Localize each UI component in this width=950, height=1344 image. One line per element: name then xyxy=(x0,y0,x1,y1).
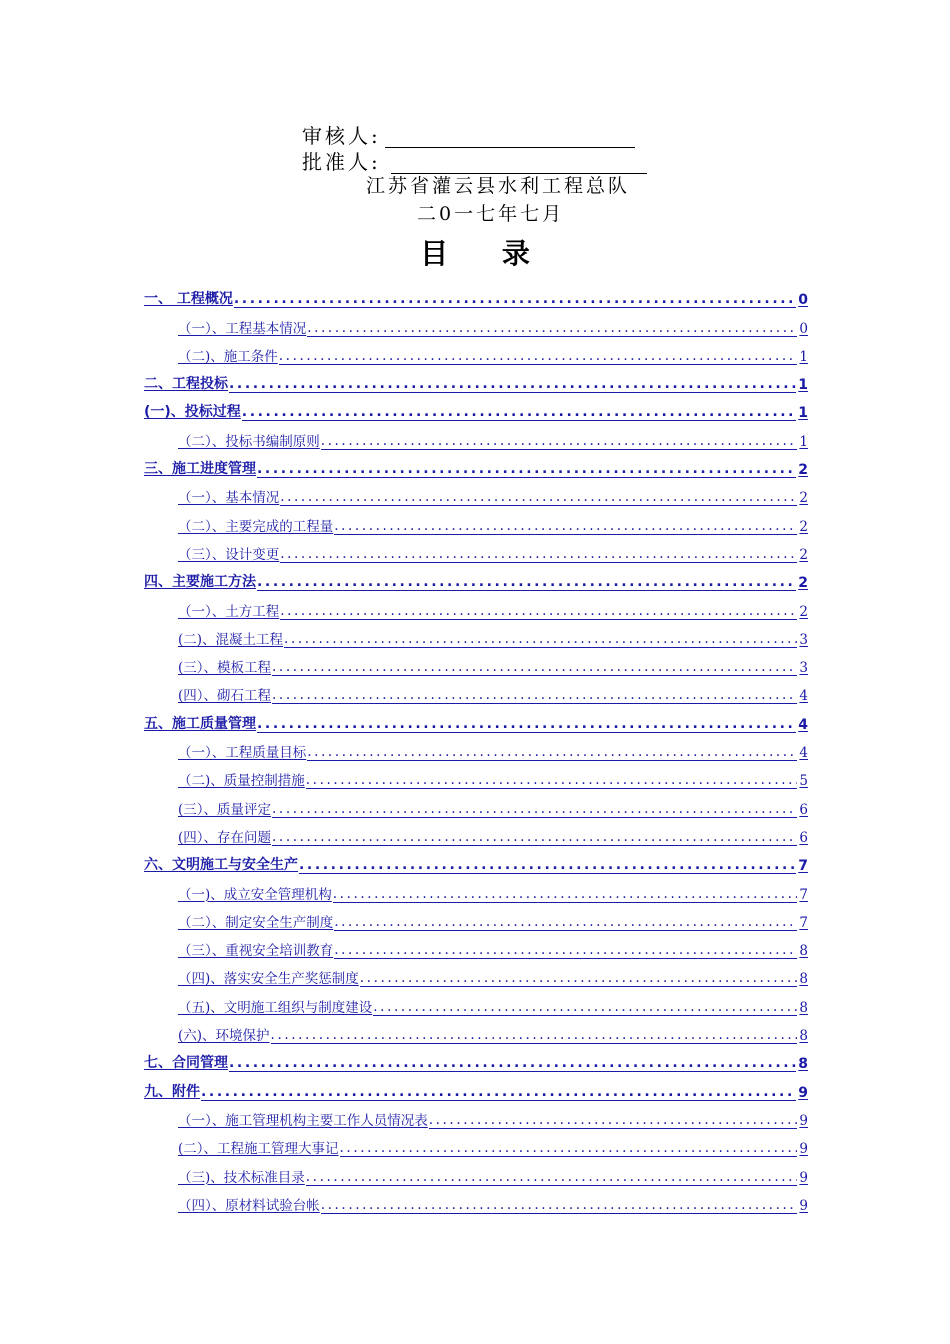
toc-entry-subsection[interactable] xyxy=(144,907,808,935)
toc-page-number[interactable]: 6 xyxy=(799,829,808,846)
toc-dot-leader xyxy=(242,405,796,421)
toc-dot-leader xyxy=(272,688,797,704)
toc-title: 目 录 xyxy=(420,237,552,270)
toc-entry-label[interactable]: (二）、工程施工管理大事记 xyxy=(178,1141,339,1158)
toc-dot-leader xyxy=(234,292,796,308)
toc-page-number[interactable]: 2 xyxy=(799,518,808,535)
toc-entry-subsection[interactable] xyxy=(144,1190,808,1218)
toc-entry-subsection[interactable] xyxy=(144,822,808,850)
toc-page-number[interactable]: 9 xyxy=(799,1197,808,1214)
toc-dot-leader xyxy=(307,745,797,761)
toc-entry-subsection[interactable] xyxy=(144,963,808,991)
toc-page-number[interactable]: 9 xyxy=(799,1141,808,1158)
toc-entry-label[interactable]: 二、工程投标 xyxy=(144,376,228,393)
toc-dot-leader xyxy=(271,1028,798,1044)
toc-dot-leader xyxy=(340,1141,798,1157)
toc-entry-label[interactable]: 一、 工程概况 xyxy=(144,291,233,308)
toc-page-number[interactable]: 3 xyxy=(799,660,808,677)
toc-dot-leader xyxy=(229,1056,796,1072)
toc-dot-leader xyxy=(373,1000,797,1016)
toc-entry-subsection[interactable] xyxy=(144,935,808,963)
toc-dot-leader xyxy=(280,547,797,563)
toc-entry-subsection[interactable] xyxy=(144,425,808,453)
toc-dot-leader xyxy=(257,575,796,591)
toc-page-number[interactable]: 8 xyxy=(799,971,808,988)
toc-entry-label[interactable]: （二）、制定安全生产制度 xyxy=(178,914,334,931)
toc-page-number[interactable]: 4 xyxy=(798,716,808,733)
toc-entry-label[interactable]: （二）、投标书编制原则 xyxy=(178,433,320,450)
toc-page-number[interactable]: 7 xyxy=(798,858,808,875)
toc-entry-label[interactable]: （一）、工程基本情况 xyxy=(178,320,307,337)
table-of-contents xyxy=(144,284,808,1218)
toc-page-number[interactable]: 2 xyxy=(798,575,808,592)
toc-page-number[interactable]: 8 xyxy=(798,1056,808,1073)
toc-page-number[interactable]: 1 xyxy=(799,348,808,365)
toc-dot-leader xyxy=(257,462,796,478)
toc-entry-subsection[interactable] xyxy=(144,991,808,1019)
toc-dot-leader xyxy=(280,490,797,506)
toc-entry-label[interactable]: (六)、环境保护 xyxy=(178,1028,270,1045)
toc-entry-label[interactable]: （四）、原材料试验台帐 xyxy=(178,1197,320,1214)
toc-entry-label[interactable]: (三）、质量评定 xyxy=(178,801,272,818)
toc-entry-label[interactable]: (一)、投标过程 xyxy=(144,404,241,421)
toc-entry-label[interactable]: 七、合同管理 xyxy=(144,1055,228,1072)
toc-entry-section[interactable] xyxy=(144,850,808,878)
toc-dot-leader xyxy=(272,660,797,676)
toc-entry-label[interactable]: （三）、重视安全培训教育 xyxy=(178,943,334,960)
document-date: 二0一七年七月 xyxy=(417,203,565,225)
toc-entry-section[interactable] xyxy=(144,567,808,595)
toc-page-number[interactable]: 0 xyxy=(798,292,808,309)
toc-entry-label[interactable]: （一)、成立安全管理机构 xyxy=(178,886,332,903)
toc-entry-label[interactable]: （二)、质量控制措施 xyxy=(178,773,305,790)
toc-page-number[interactable]: 4 xyxy=(799,688,808,705)
toc-entry-label[interactable]: （一）、施工管理机构主要工作人员情况表 xyxy=(178,1112,428,1129)
toc-entry-section[interactable] xyxy=(144,397,808,425)
toc-entry-section[interactable] xyxy=(144,1076,808,1104)
toc-dot-leader xyxy=(321,434,798,450)
toc-entry-subsection[interactable] xyxy=(144,793,808,821)
toc-page-number[interactable]: 9 xyxy=(798,1084,808,1101)
toc-dot-leader xyxy=(272,830,797,846)
toc-dot-leader xyxy=(306,773,798,789)
toc-dot-leader xyxy=(306,1170,798,1186)
approver-label: 批准人: xyxy=(302,150,381,174)
toc-page-number[interactable]: 8 xyxy=(799,999,808,1016)
toc-entry-section[interactable] xyxy=(144,708,808,736)
toc-dot-leader xyxy=(272,802,797,818)
toc-entry-label[interactable]: 五、施工质量管理 xyxy=(144,715,256,732)
toc-entry-label[interactable]: （五)、文明施工组织与制度建设 xyxy=(178,999,373,1016)
toc-dot-leader xyxy=(334,519,797,535)
toc-dot-leader xyxy=(333,887,798,903)
toc-entry-label[interactable]: （三）、设计变更 xyxy=(178,546,280,563)
toc-dot-leader xyxy=(284,632,797,648)
toc-entry-subsection[interactable] xyxy=(144,341,808,369)
toc-entry-label[interactable]: (二)、混凝土工程 xyxy=(178,631,284,648)
toc-dot-leader xyxy=(299,858,796,874)
toc-entry-label[interactable]: （四)、落实安全生产奖惩制度 xyxy=(178,971,359,988)
toc-page-number[interactable]: 4 xyxy=(799,745,808,762)
toc-entry-label[interactable]: 三、施工进度管理 xyxy=(144,461,256,478)
toc-page-number[interactable]: 9 xyxy=(799,1169,808,1186)
toc-page-number[interactable]: 2 xyxy=(799,490,808,507)
toc-dot-leader xyxy=(334,943,797,959)
toc-page-number[interactable]: 2 xyxy=(799,603,808,620)
toc-page-number[interactable]: 1 xyxy=(798,377,808,394)
toc-page-number[interactable]: 9 xyxy=(799,1112,808,1129)
toc-entry-label[interactable]: （一）、工程质量目标 xyxy=(178,745,307,762)
reviewer-label: 审核人: xyxy=(302,124,381,148)
toc-dot-leader xyxy=(360,971,798,987)
toc-entry-label[interactable]: 九、附件 xyxy=(144,1083,200,1100)
toc-page-number[interactable]: 2 xyxy=(798,462,808,479)
toc-entry-label[interactable]: （二)、施工条件 xyxy=(178,348,278,365)
toc-dot-leader xyxy=(321,1198,798,1214)
toc-page-number[interactable]: 1 xyxy=(798,405,808,422)
toc-entry-subsection[interactable] xyxy=(144,624,808,652)
toc-entry-label[interactable]: （二）、主要完成的工程量 xyxy=(178,518,334,535)
toc-entry-subsection[interactable] xyxy=(144,1020,808,1048)
toc-page-number[interactable]: 0 xyxy=(799,320,808,337)
toc-entry-label[interactable]: (三）、模板工程 xyxy=(178,660,272,677)
toc-entry-section[interactable] xyxy=(144,454,808,482)
toc-entry-section[interactable] xyxy=(144,1048,808,1076)
toc-entry-subsection[interactable] xyxy=(144,878,808,906)
toc-entry-label[interactable]: （一）、土方工程 xyxy=(178,603,280,620)
toc-entry-label[interactable]: 四、主要施工方法 xyxy=(144,574,256,591)
reviewer-signature-line xyxy=(385,129,635,148)
toc-entry-label[interactable]: (四）、砌石工程 xyxy=(178,688,272,705)
toc-page-number[interactable]: 3 xyxy=(799,631,808,648)
toc-entry-subsection[interactable] xyxy=(144,765,808,793)
toc-entry-subsection[interactable] xyxy=(144,680,808,708)
toc-entry-subsection[interactable] xyxy=(144,652,808,680)
toc-entry-subsection[interactable] xyxy=(144,312,808,340)
toc-entry-subsection[interactable] xyxy=(144,1105,808,1133)
toc-entry-section[interactable] xyxy=(144,369,808,397)
toc-entry-subsection[interactable] xyxy=(144,595,808,623)
toc-entry-subsection[interactable] xyxy=(144,1133,808,1161)
toc-page-number[interactable]: 7 xyxy=(799,886,808,903)
toc-entry-label[interactable]: 六、文明施工与安全生产 xyxy=(144,857,298,874)
toc-page-number[interactable]: 8 xyxy=(799,943,808,960)
approver-signature-line xyxy=(391,155,647,174)
toc-page-number[interactable]: 5 xyxy=(799,773,808,790)
toc-entry-subsection[interactable] xyxy=(144,482,808,510)
toc-page-number[interactable]: 1 xyxy=(799,433,808,450)
approver-row xyxy=(302,150,647,174)
organization-name: 江苏省灌云县水利工程总队 xyxy=(366,175,631,197)
reviewer-row xyxy=(302,124,635,148)
toc-entry-label[interactable]: （三)、技术标准目录 xyxy=(178,1169,305,1186)
toc-dot-leader xyxy=(257,717,796,733)
toc-entry-subsection[interactable] xyxy=(144,539,808,567)
toc-dot-leader xyxy=(279,349,798,365)
toc-entry-label[interactable]: （一）、基本情况 xyxy=(178,490,280,507)
toc-page-number[interactable]: 6 xyxy=(799,801,808,818)
toc-entry-section[interactable] xyxy=(144,284,808,312)
toc-dot-leader xyxy=(229,377,796,393)
toc-dot-leader xyxy=(429,1113,798,1129)
toc-entry-subsection[interactable] xyxy=(144,1161,808,1189)
toc-dot-leader xyxy=(201,1085,796,1101)
toc-entry-label[interactable]: (四）、存在问题 xyxy=(178,829,272,846)
toc-dot-leader xyxy=(334,915,797,931)
toc-entry-subsection[interactable] xyxy=(144,737,808,765)
toc-page-number[interactable]: 2 xyxy=(799,546,808,563)
toc-dot-leader xyxy=(307,321,797,337)
toc-page-number[interactable]: 7 xyxy=(799,914,808,931)
toc-dot-leader xyxy=(280,604,797,620)
toc-entry-subsection[interactable] xyxy=(144,510,808,538)
toc-page-number[interactable]: 8 xyxy=(799,1028,808,1045)
